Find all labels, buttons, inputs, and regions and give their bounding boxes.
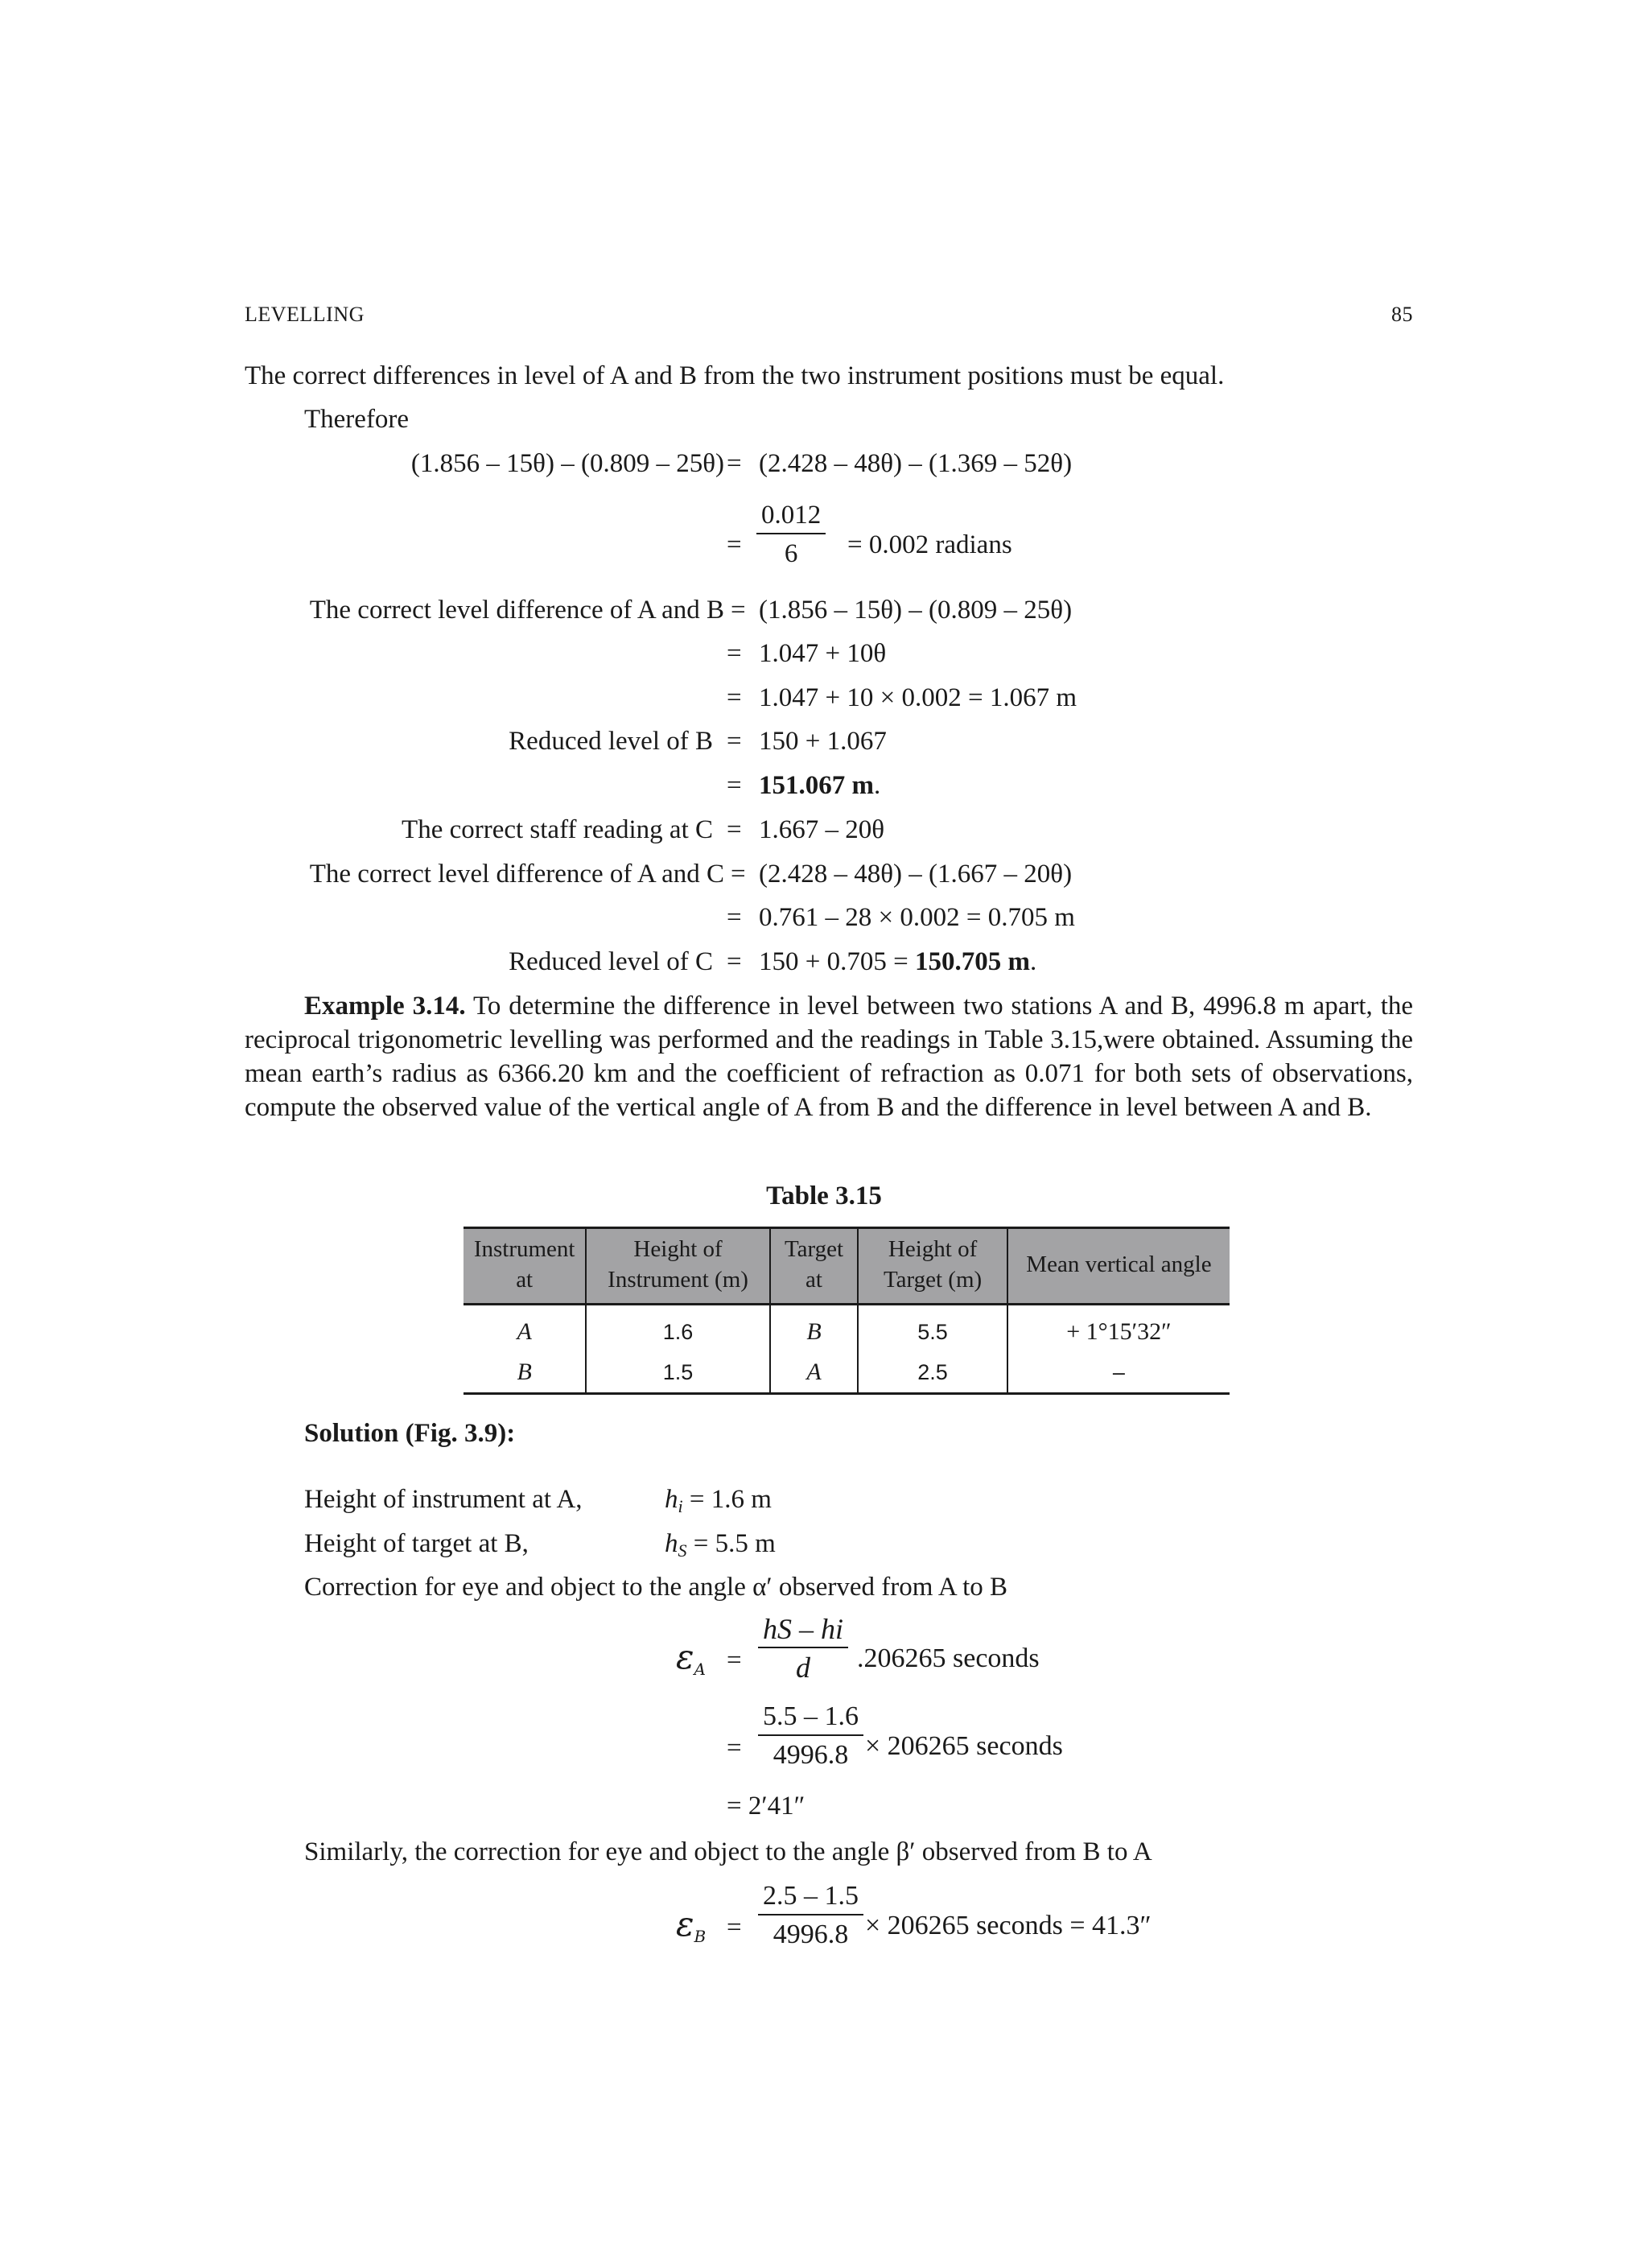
epsilon-b-result: × 206265 seconds = 41.3″	[865, 1911, 1152, 1940]
level-diff-ac-step: 0.761 – 28 × 0.002 = 0.705 m	[759, 903, 1075, 932]
table-caption: Table 3.15	[766, 1181, 882, 1210]
reduced-level-b-label: Reduced level of B	[509, 727, 713, 756]
fraction-numerator: 5.5 – 1.6	[758, 1701, 863, 1736]
fraction-denominator: 6	[784, 539, 798, 568]
correction-alpha-line: Correction for eye and object to the angle α′ observed from A to B	[304, 1573, 1008, 1602]
table-cell: B	[464, 1352, 586, 1394]
level-diff-ab-expr: (1.856 – 15θ) – (0.809 – 25θ)	[759, 596, 1073, 625]
fraction-result: = 0.002 radians	[847, 530, 1012, 559]
fraction-denominator: 4996.8	[772, 1740, 849, 1770]
header-height-target: Height of Target (m)	[858, 1228, 1007, 1305]
table-cell: B	[770, 1305, 858, 1353]
page-number: 85	[1391, 303, 1413, 326]
header-height-instrument: Height of Instrument (m)	[586, 1228, 769, 1305]
correction-beta-line: Similarly, the correction for eye and object to the angle β′ observed from B to A	[304, 1837, 1152, 1866]
equals-sign: =	[727, 1734, 742, 1763]
hs-value: $h_S = 5.5$ m	[665, 1529, 776, 1561]
header-mean-vertical-angle: Mean vertical angle	[1007, 1228, 1230, 1305]
epsilon-a-symbol: εA	[676, 1637, 706, 1679]
table-cell: 2.5	[858, 1352, 1007, 1394]
hs-label: Height of target at B,	[304, 1529, 529, 1558]
reduced-level-b-result: 151.067 m.	[759, 771, 881, 800]
table-3-15	[464, 1227, 1230, 1395]
epsilon-a-fraction	[758, 1613, 848, 1684]
equation-rhs: (2.428 – 48θ) – (1.369 – 52θ)	[759, 449, 1073, 478]
reduced-level-c-result: 150 + 0.705 = 150.705 m.	[759, 947, 1037, 976]
fraction-numerator: 0.012	[756, 499, 826, 534]
paragraph-intro	[245, 359, 1413, 393]
table-header-row	[464, 1228, 1230, 1305]
table-row	[464, 1305, 1230, 1353]
fraction-theta	[756, 499, 826, 570]
equals-sign: =	[731, 596, 746, 625]
equals-sign: =	[727, 903, 742, 932]
table-cell: + 1°15′32″	[1007, 1305, 1230, 1353]
equals-sign: =	[731, 860, 746, 889]
epsilon-b-symbol: εB	[676, 1904, 707, 1946]
equation-lhs: (1.856 – 15θ) – (0.809 – 25θ)	[410, 449, 724, 478]
table-cell: 1.6	[586, 1305, 769, 1353]
epsilon-a-multiplier-numeric: × 206265 seconds	[865, 1731, 1063, 1761]
epsilon-a-multiplier: .206265 seconds	[857, 1643, 1040, 1673]
running-title: LEVELLING	[245, 303, 365, 326]
equals-sign: =	[727, 683, 742, 712]
staff-reading-c-expr: 1.667 – 20θ	[759, 815, 885, 844]
fraction-numerator: hS – hi	[758, 1613, 848, 1648]
hi-label: Height of instrument at A,	[304, 1485, 583, 1514]
level-diff-ac-expr: (2.428 – 48θ) – (1.667 – 20θ)	[759, 860, 1073, 889]
equals-sign: =	[727, 449, 742, 478]
table-cell: A	[517, 1318, 532, 1345]
equals-sign: =	[727, 771, 742, 800]
equals-sign: =	[727, 947, 742, 976]
level-diff-ab-step-1: 1.047 + 10θ	[759, 639, 887, 668]
epsilon-b-fraction	[758, 1880, 863, 1951]
table-cell: 1.5	[586, 1352, 769, 1394]
table-cell: A	[770, 1352, 858, 1394]
level-diff-ab-step-2: 1.047 + 10 × 0.002 = 1.067 m	[759, 683, 1077, 712]
intro-line-1: The correct differences in level of A and B from the two instrument positions must be equal.	[245, 361, 1225, 390]
equals-sign: =	[727, 1913, 742, 1942]
table-cell: –	[1007, 1352, 1230, 1394]
level-diff-ab-label: The correct level difference of A and B	[309, 596, 724, 625]
equals-sign: =	[727, 1646, 742, 1675]
epsilon-a-fraction-numeric	[758, 1701, 863, 1771]
example-3-14	[245, 989, 1413, 1124]
equals-sign: =	[727, 639, 742, 668]
solution-heading: Solution (Fig. 3.9):	[304, 1419, 516, 1448]
hi-value: $h_i = 1.6$ m	[665, 1485, 772, 1516]
fraction-numerator: 2.5 – 1.5	[758, 1880, 863, 1915]
epsilon-a-result: = 2′41″	[727, 1792, 805, 1821]
header-target-at: Target at	[770, 1228, 858, 1305]
reduced-level-b-expr: 150 + 1.067	[759, 727, 887, 756]
table-cell: 5.5	[858, 1305, 1007, 1353]
staff-reading-c-label: The correct staff reading at C	[402, 815, 713, 844]
equals-sign: =	[727, 815, 742, 844]
fraction-denominator: d	[796, 1652, 810, 1684]
header-instrument-at: Instrument at	[464, 1228, 586, 1305]
equals-sign: =	[727, 727, 742, 756]
fraction-denominator: 4996.8	[772, 1920, 849, 1949]
intro-line-2: Therefore	[304, 405, 410, 434]
level-diff-ac-label: The correct level difference of A and C	[309, 860, 724, 889]
reduced-level-c-label: Reduced level of C	[509, 947, 713, 976]
example-label: Example 3.14.	[304, 992, 466, 1021]
table-row	[464, 1352, 1230, 1394]
example-text: To determine the difference in level between two stations A and B, 4996.8 m apart, the reciprocal trigonometric levelling was performed and the readings in Table 3.15,were obtained. Assuming the mean earth’s radius as 6366.20 km and the coefficient of refraction as 0.071 for both sets of observations, compute the observed value of the vertical angle of A from B and the difference in level between A and B.	[245, 992, 1414, 1122]
equals-sign: =	[727, 530, 742, 559]
